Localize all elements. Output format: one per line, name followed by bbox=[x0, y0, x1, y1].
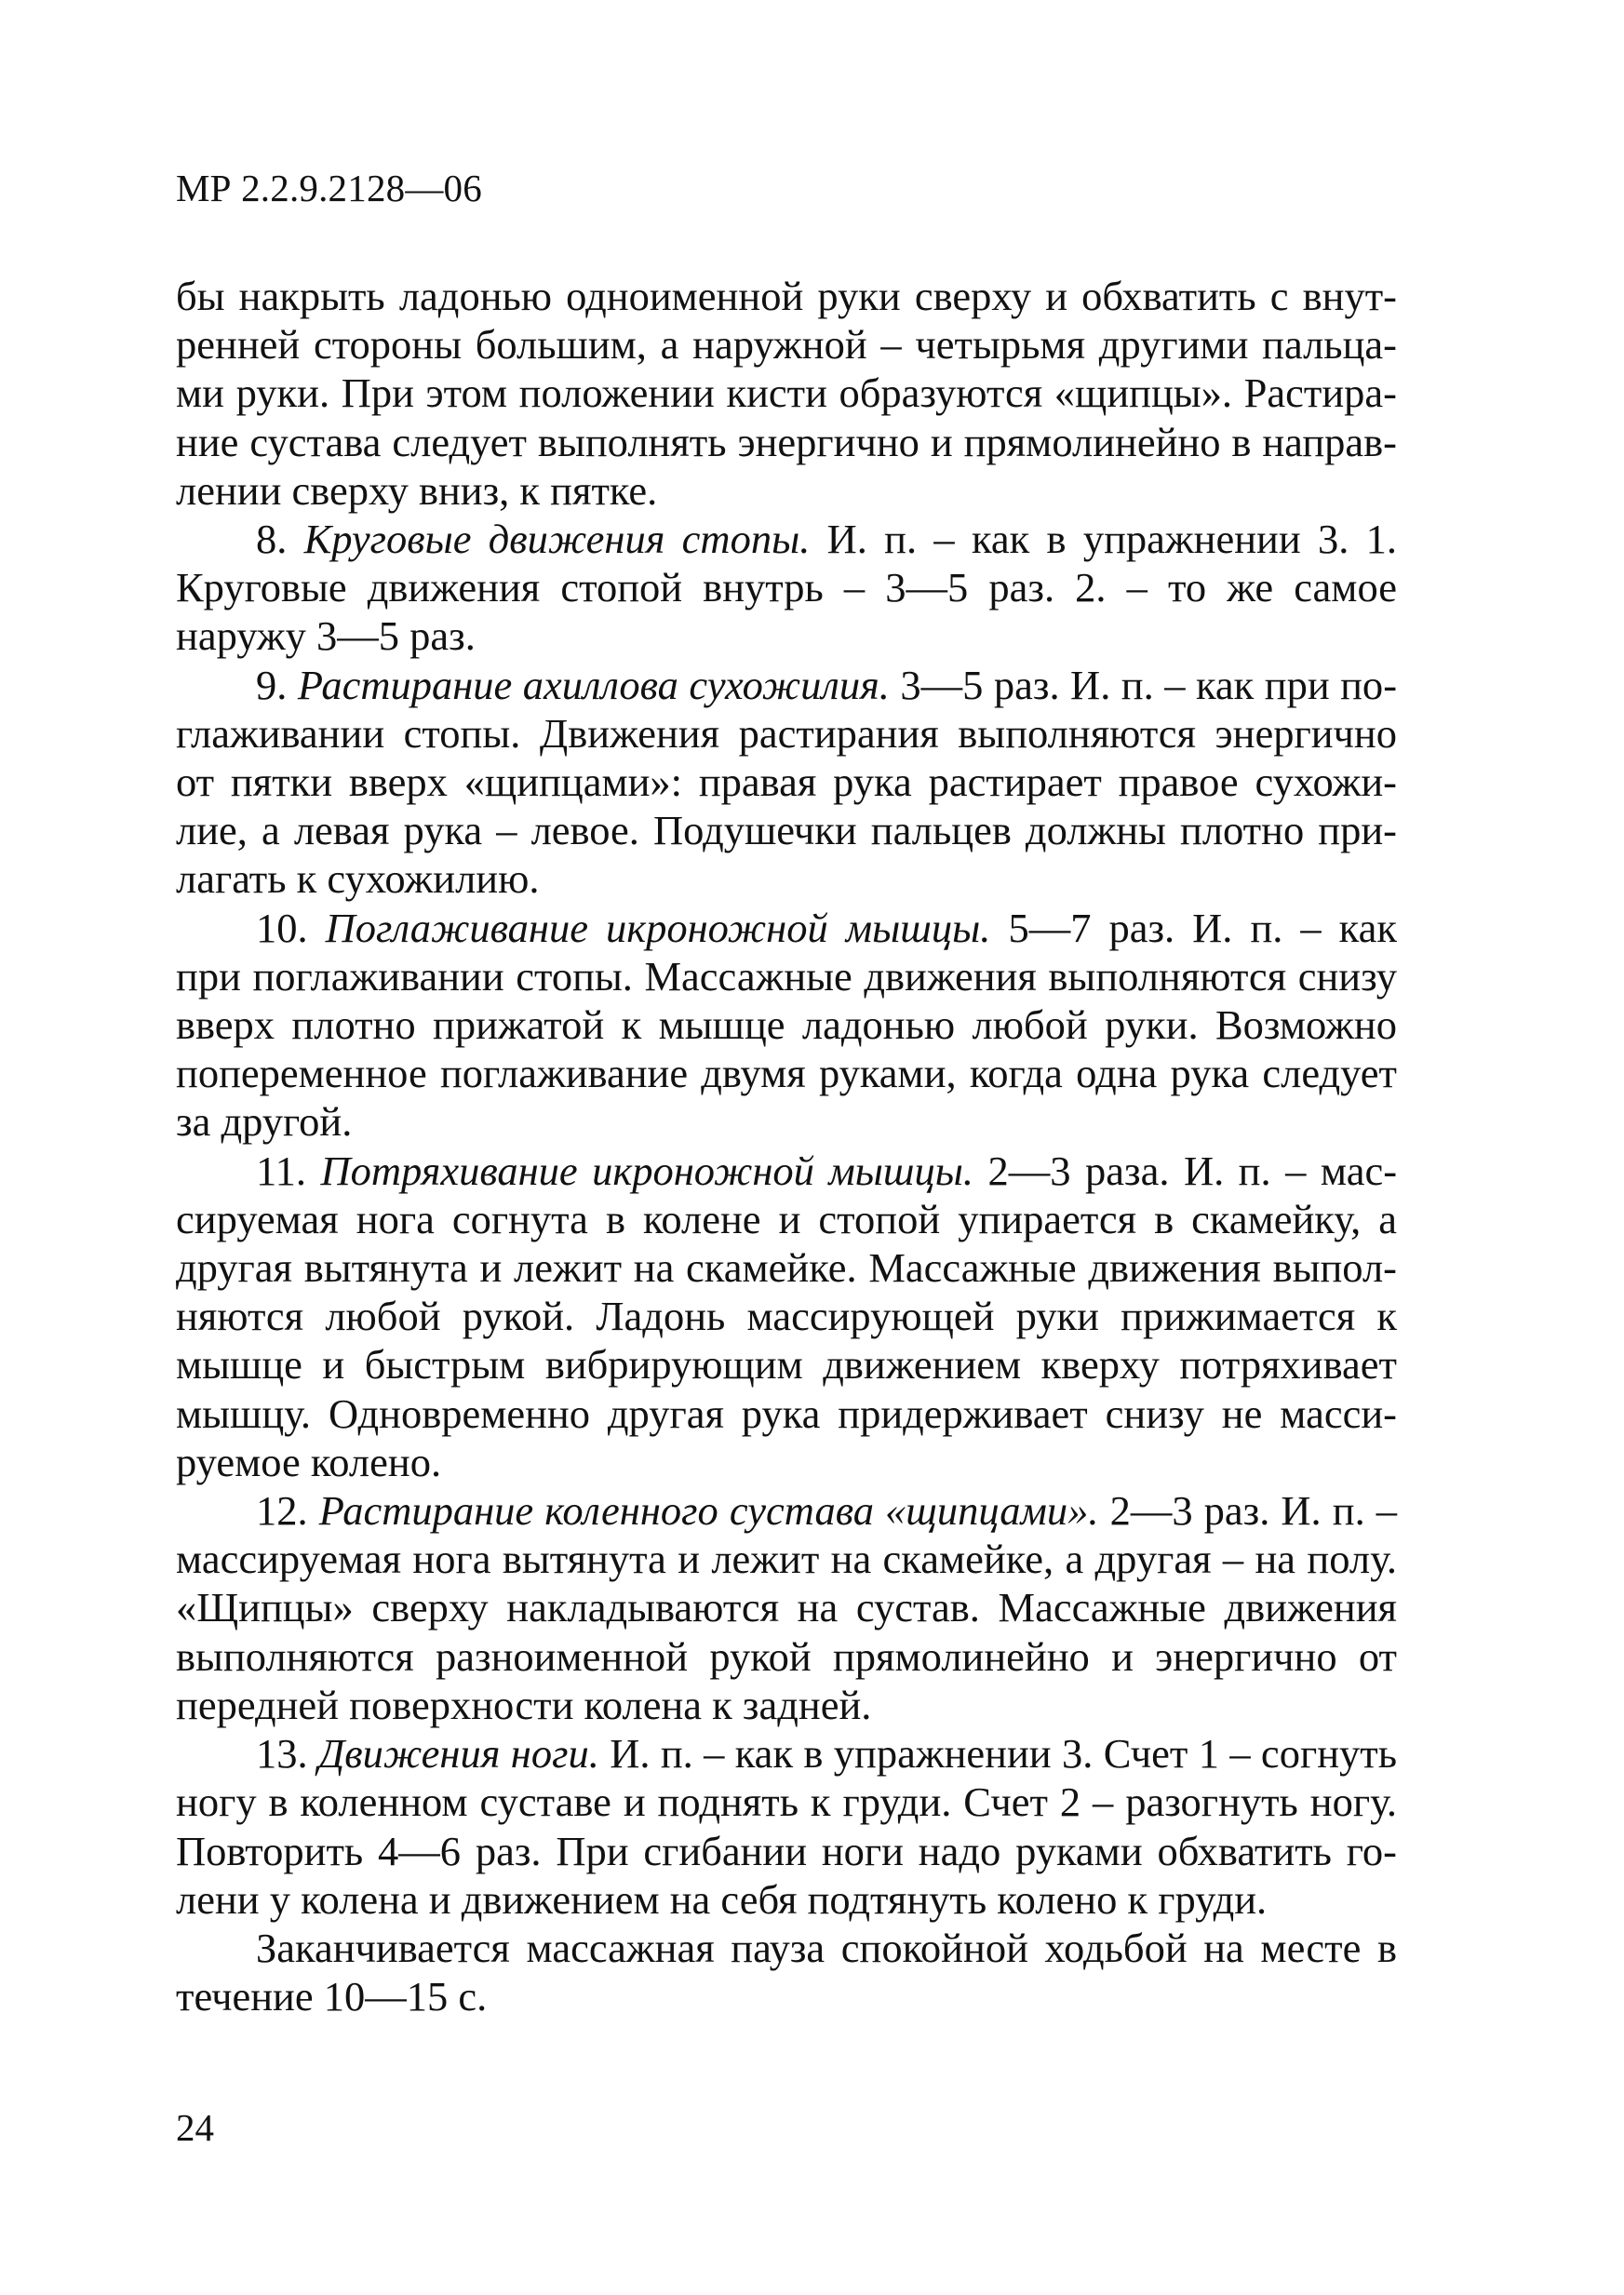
paragraph-item-8 bbox=[176, 515, 1397, 661]
item-number: 13. bbox=[256, 1730, 308, 1778]
running-head: МР 2.2.9.2128—06 bbox=[176, 167, 482, 209]
paragraph-text: бы накрыть ладонью одноименной руки сверху и обхватить с внутренней стороны большим, а наружной – четырьмя другими пальцами руки. При этом положении кисти образуются «щипцы». Растирание сустава следует выполнять энергично и прямолинейно в направлении сверху вниз, к пятке. bbox=[176, 273, 1397, 514]
paragraph-continuation bbox=[176, 272, 1397, 515]
item-title: Движения ноги. bbox=[317, 1730, 599, 1778]
item-text: И. п. – как в упражнении 3. 1. Круговые движения стопой внутрь – 3—5 раз. 2. – то же самое наружу 3—5 раз. bbox=[176, 516, 1397, 660]
paragraph-item-11 bbox=[176, 1147, 1397, 1486]
item-number: 9. bbox=[256, 661, 288, 708]
item-number: 8. bbox=[256, 516, 288, 563]
paragraph-item-9 bbox=[176, 661, 1397, 904]
item-title: Растирание коленного сустава «щипцами». bbox=[318, 1487, 1099, 1535]
item-number: 11. bbox=[256, 1147, 306, 1194]
paragraph-item-12 bbox=[176, 1486, 1397, 1729]
item-title: Круговые движения стопы. bbox=[303, 516, 811, 563]
item-text: 2—3 раз. И. п. – массируемая нога вытянута и лежит на скамейке, а другая – на полу. «Щипцы» сверху накладываются на сустав. Массажные движения выполняются разноименной рукой прямолинейно и энергично от передней поверхности колена к задней. bbox=[176, 1487, 1398, 1728]
paragraph-text: Заканчивается массажная пауза спокойной ходьбой на месте в течение 10—15 с. bbox=[176, 1924, 1397, 2020]
item-text: 5—7 раз. И. п. – как при поглаживании стопы. Массажные движения выполняются снизу вверх плотно прижатой к мышце ладонью любой руки. Возможно попеременное поглаживание двумя руками, когда одна рука следует за другой. bbox=[176, 904, 1397, 1146]
item-text: И. п. – как в упражнении 3. Счет 1 – согнуть ногу в коленном суставе и поднять к груди. Счет 2 – разогнуть ногу. Повторить 4—6 раз. При сгибании ноги надо руками обхватить голени у колена и движением на себя подтянуть колено к груди. bbox=[176, 1730, 1397, 1923]
paragraph-item-13 bbox=[176, 1729, 1397, 1924]
body-text bbox=[176, 272, 1397, 2020]
item-number: 10. bbox=[256, 904, 308, 951]
paragraph-item-10 bbox=[176, 904, 1397, 1147]
item-text: 3—5 раз. И. п. – как при поглаживании стопы. Движения растирания выполняются энергично от пятки вверх «щипцами»: правая рука растирает правое сухожилие, а левая рука – левое. Подушечки пальцев должны плотно прилагать к сухожилию. bbox=[176, 661, 1398, 903]
item-number: 12. bbox=[256, 1487, 308, 1535]
item-title: Поглаживание икроножной мышцы. bbox=[325, 904, 991, 951]
item-title: Потряхивание икроножной мышцы. bbox=[320, 1147, 974, 1194]
page-number: 24 bbox=[176, 2106, 214, 2149]
item-text: 2—3 раза. И. п. – массируемая нога согнута в колене и стопой упирается в скамейку, а другая вытянута и лежит на скамейке. Массажные движения выполняются любой рукой. Ладонь массирующей руки прижимается к мышце и быстрым вибрирующим движением кверху потряхивает мышцу. Одновременно другая рука придерживает снизу не массируемое колено. bbox=[176, 1147, 1398, 1485]
paragraph-conclusion bbox=[176, 1924, 1397, 2020]
item-title: Растирание ахиллова сухожилия. bbox=[297, 661, 890, 708]
